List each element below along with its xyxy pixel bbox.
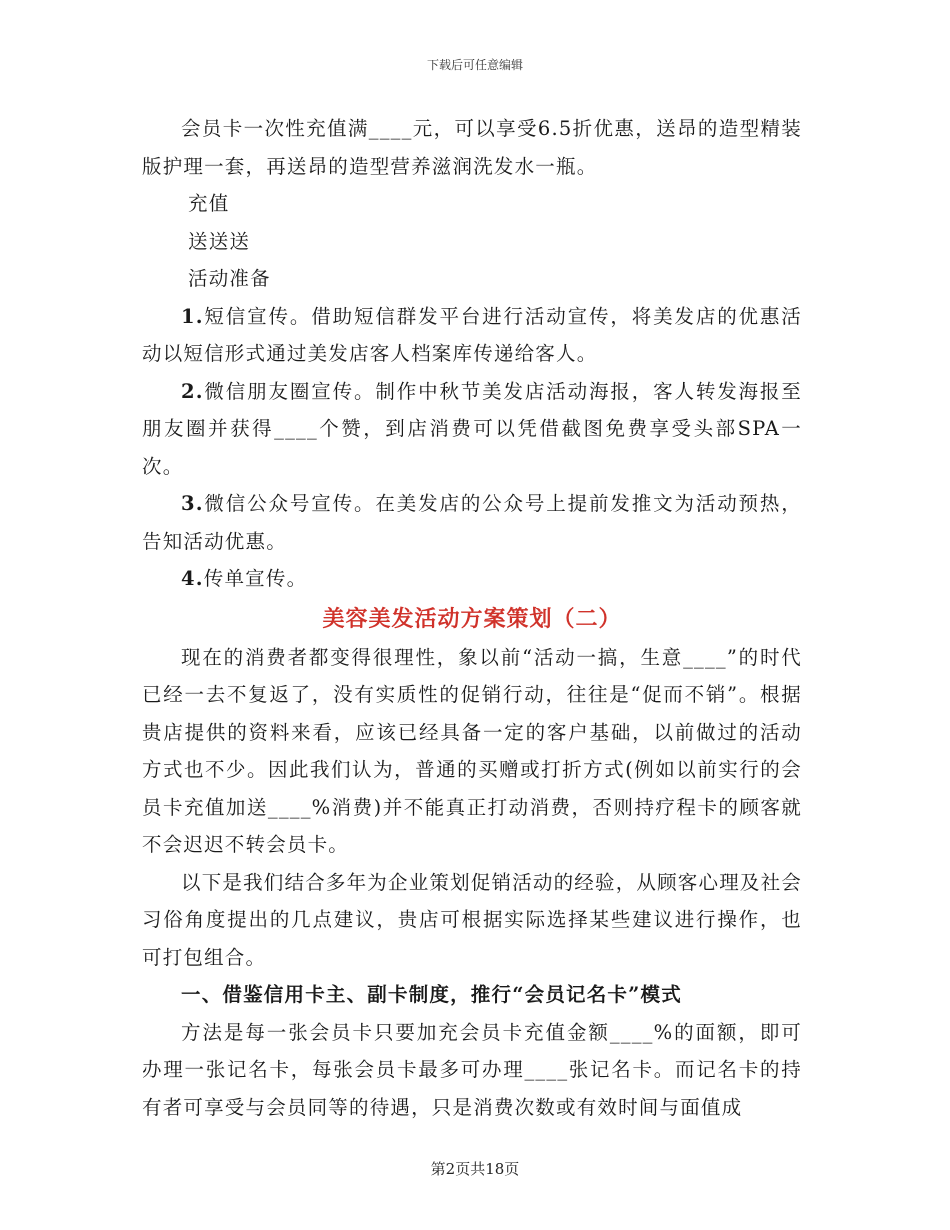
list-item-flyers	[142, 560, 802, 598]
line-recharge: 充值	[188, 192, 230, 215]
subheading-named-card-model: 一、借鉴信用卡主、副卡制度，推行“会员记名卡”模式	[181, 983, 682, 1006]
list-item-text: 微信朋友圈宣传。制作中秋节美发店活动海报，客人转发海报至朋友圈并获得____个赞，到店消费可以凭借截图免费享受头部SPA一次。	[142, 379, 802, 478]
list-item-text: 短信宣传。借助短信群发平台进行活动宣传，将美发店的优惠活动以短信形式通过美发店客人档案库传递给客人。	[142, 304, 802, 365]
list-number: 1.	[181, 304, 204, 328]
list-item-text: 传单宣传。	[203, 567, 308, 590]
paragraph-membership-offer: 会员卡一次性充值满____元，可以享受6.5折优惠，送昂的造型精装版护理一套，再送昂的造型营养滋润洗发水一瓶。	[142, 117, 802, 178]
list-item-wechat-moments	[142, 373, 802, 486]
list-item-text: 微信公众号宣传。在美发店的公众号上提前发推文为活动预热，告知活动优惠。	[142, 492, 802, 553]
line-activity-preparation: 活动准备	[188, 267, 271, 290]
section-title: 美容美发活动方案策划（二）	[322, 605, 622, 632]
page-footer: 第2页共18页	[430, 1160, 520, 1178]
list-number: 2.	[181, 379, 204, 403]
page-header: 下载后可任意编辑	[426, 58, 523, 72]
document-body	[142, 110, 802, 1126]
list-item-wechat-official-account	[142, 485, 802, 560]
list-item-sms-promotion	[142, 298, 802, 373]
paragraph-named-card-method: 方法是每一张会员卡只要加充会员卡充值金额____%的面额，即可办理一张记名卡，每张会员卡最多可办理____张记名卡。而记名卡的持有者可享受与会员同等的待遇，只是消费次数或有效时间与面值成	[142, 1020, 802, 1119]
list-number: 3.	[181, 492, 204, 515]
line-gifts: 送送送	[188, 229, 251, 253]
paragraph-consumer-analysis: 现在的消费者都变得很理性，象以前“活动一搞，生意____”的时代已经一去不复返了，没有实质性的促销行动，往往是“促而不销”。根据贵店提供的资料来看，应该已经具备一定的客户基础，以前做过的活动方式也不少。因此我们认为，普通的买赠或打折方式(例如以前实行的会员卡充值加送____%消费)并不能真正打动消费，否则持疗程卡的顾客就不会迟迟不转会员卡。	[142, 645, 802, 856]
paragraph-suggestions-intro: 以下是我们结合多年为企业策划促销活动的经验，从顾客心理及社会习俗角度提出的几点建议，贵店可根据实际选择某些建议进行操作，也可打包组合。	[142, 870, 803, 969]
list-number: 4.	[181, 567, 204, 590]
